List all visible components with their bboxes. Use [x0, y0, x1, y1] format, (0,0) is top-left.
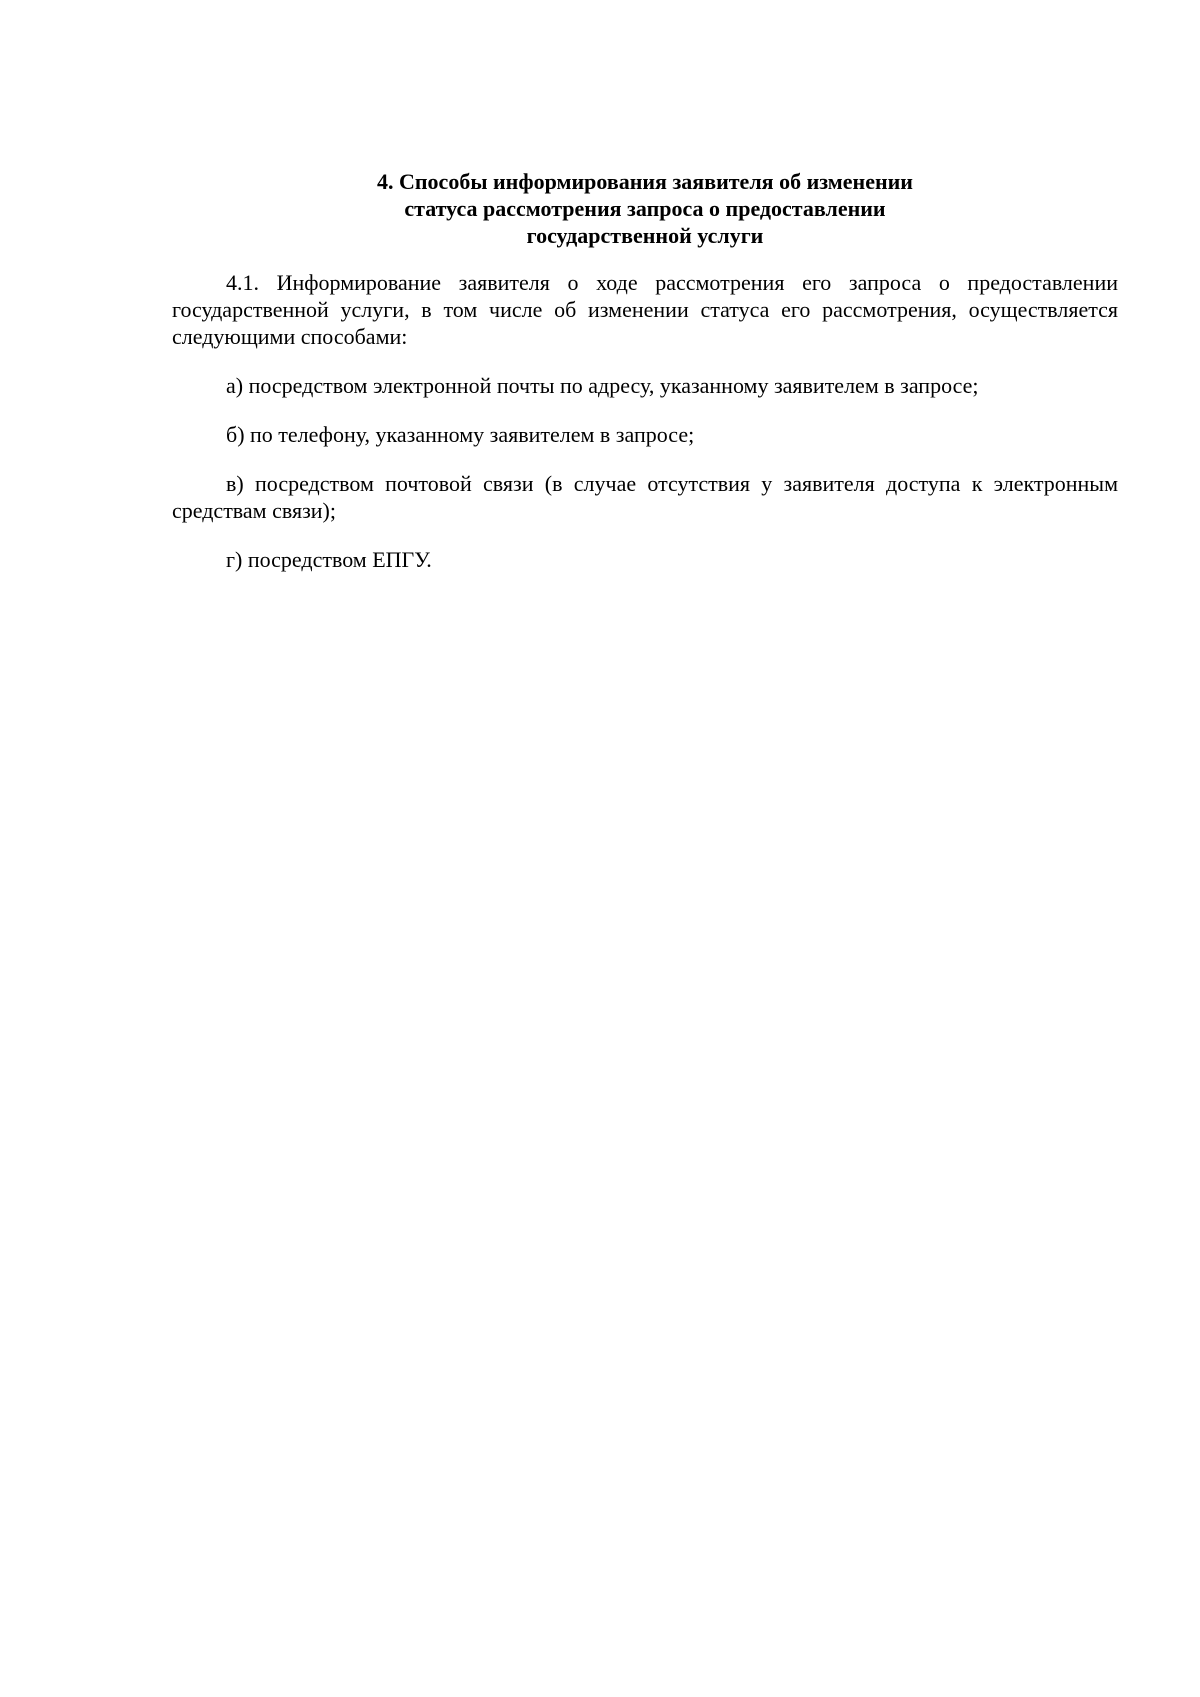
section-heading — [172, 168, 1118, 249]
list-item-b: б) по телефону, указанному заявителем в запросе; — [226, 422, 695, 447]
list-item-v: в) посредством почтовой связи (в случае отсутствия у заявителя доступа к электронным средствам связи); — [172, 471, 1118, 523]
list-item-a: а) посредством электронной почты по адресу, указанному заявителем в запросе; — [226, 373, 979, 398]
heading-line-1: 4. Способы информирования заявителя об изменении — [376, 169, 913, 194]
list-item-g: г) посредством ЕПГУ. — [226, 547, 432, 572]
heading-line-3: государственной услуги — [526, 223, 764, 248]
paragraph-4-1: 4.1. Информирование заявителя о ходе рассмотрения его запроса о предоставлении государственной услуги, в том числе об изменении статуса его рассмотрения, осуществляется следующими способами: — [172, 270, 1118, 349]
document-content — [172, 168, 1118, 595]
heading-line-2: статуса рассмотрения запроса о предоставлении — [404, 196, 886, 221]
